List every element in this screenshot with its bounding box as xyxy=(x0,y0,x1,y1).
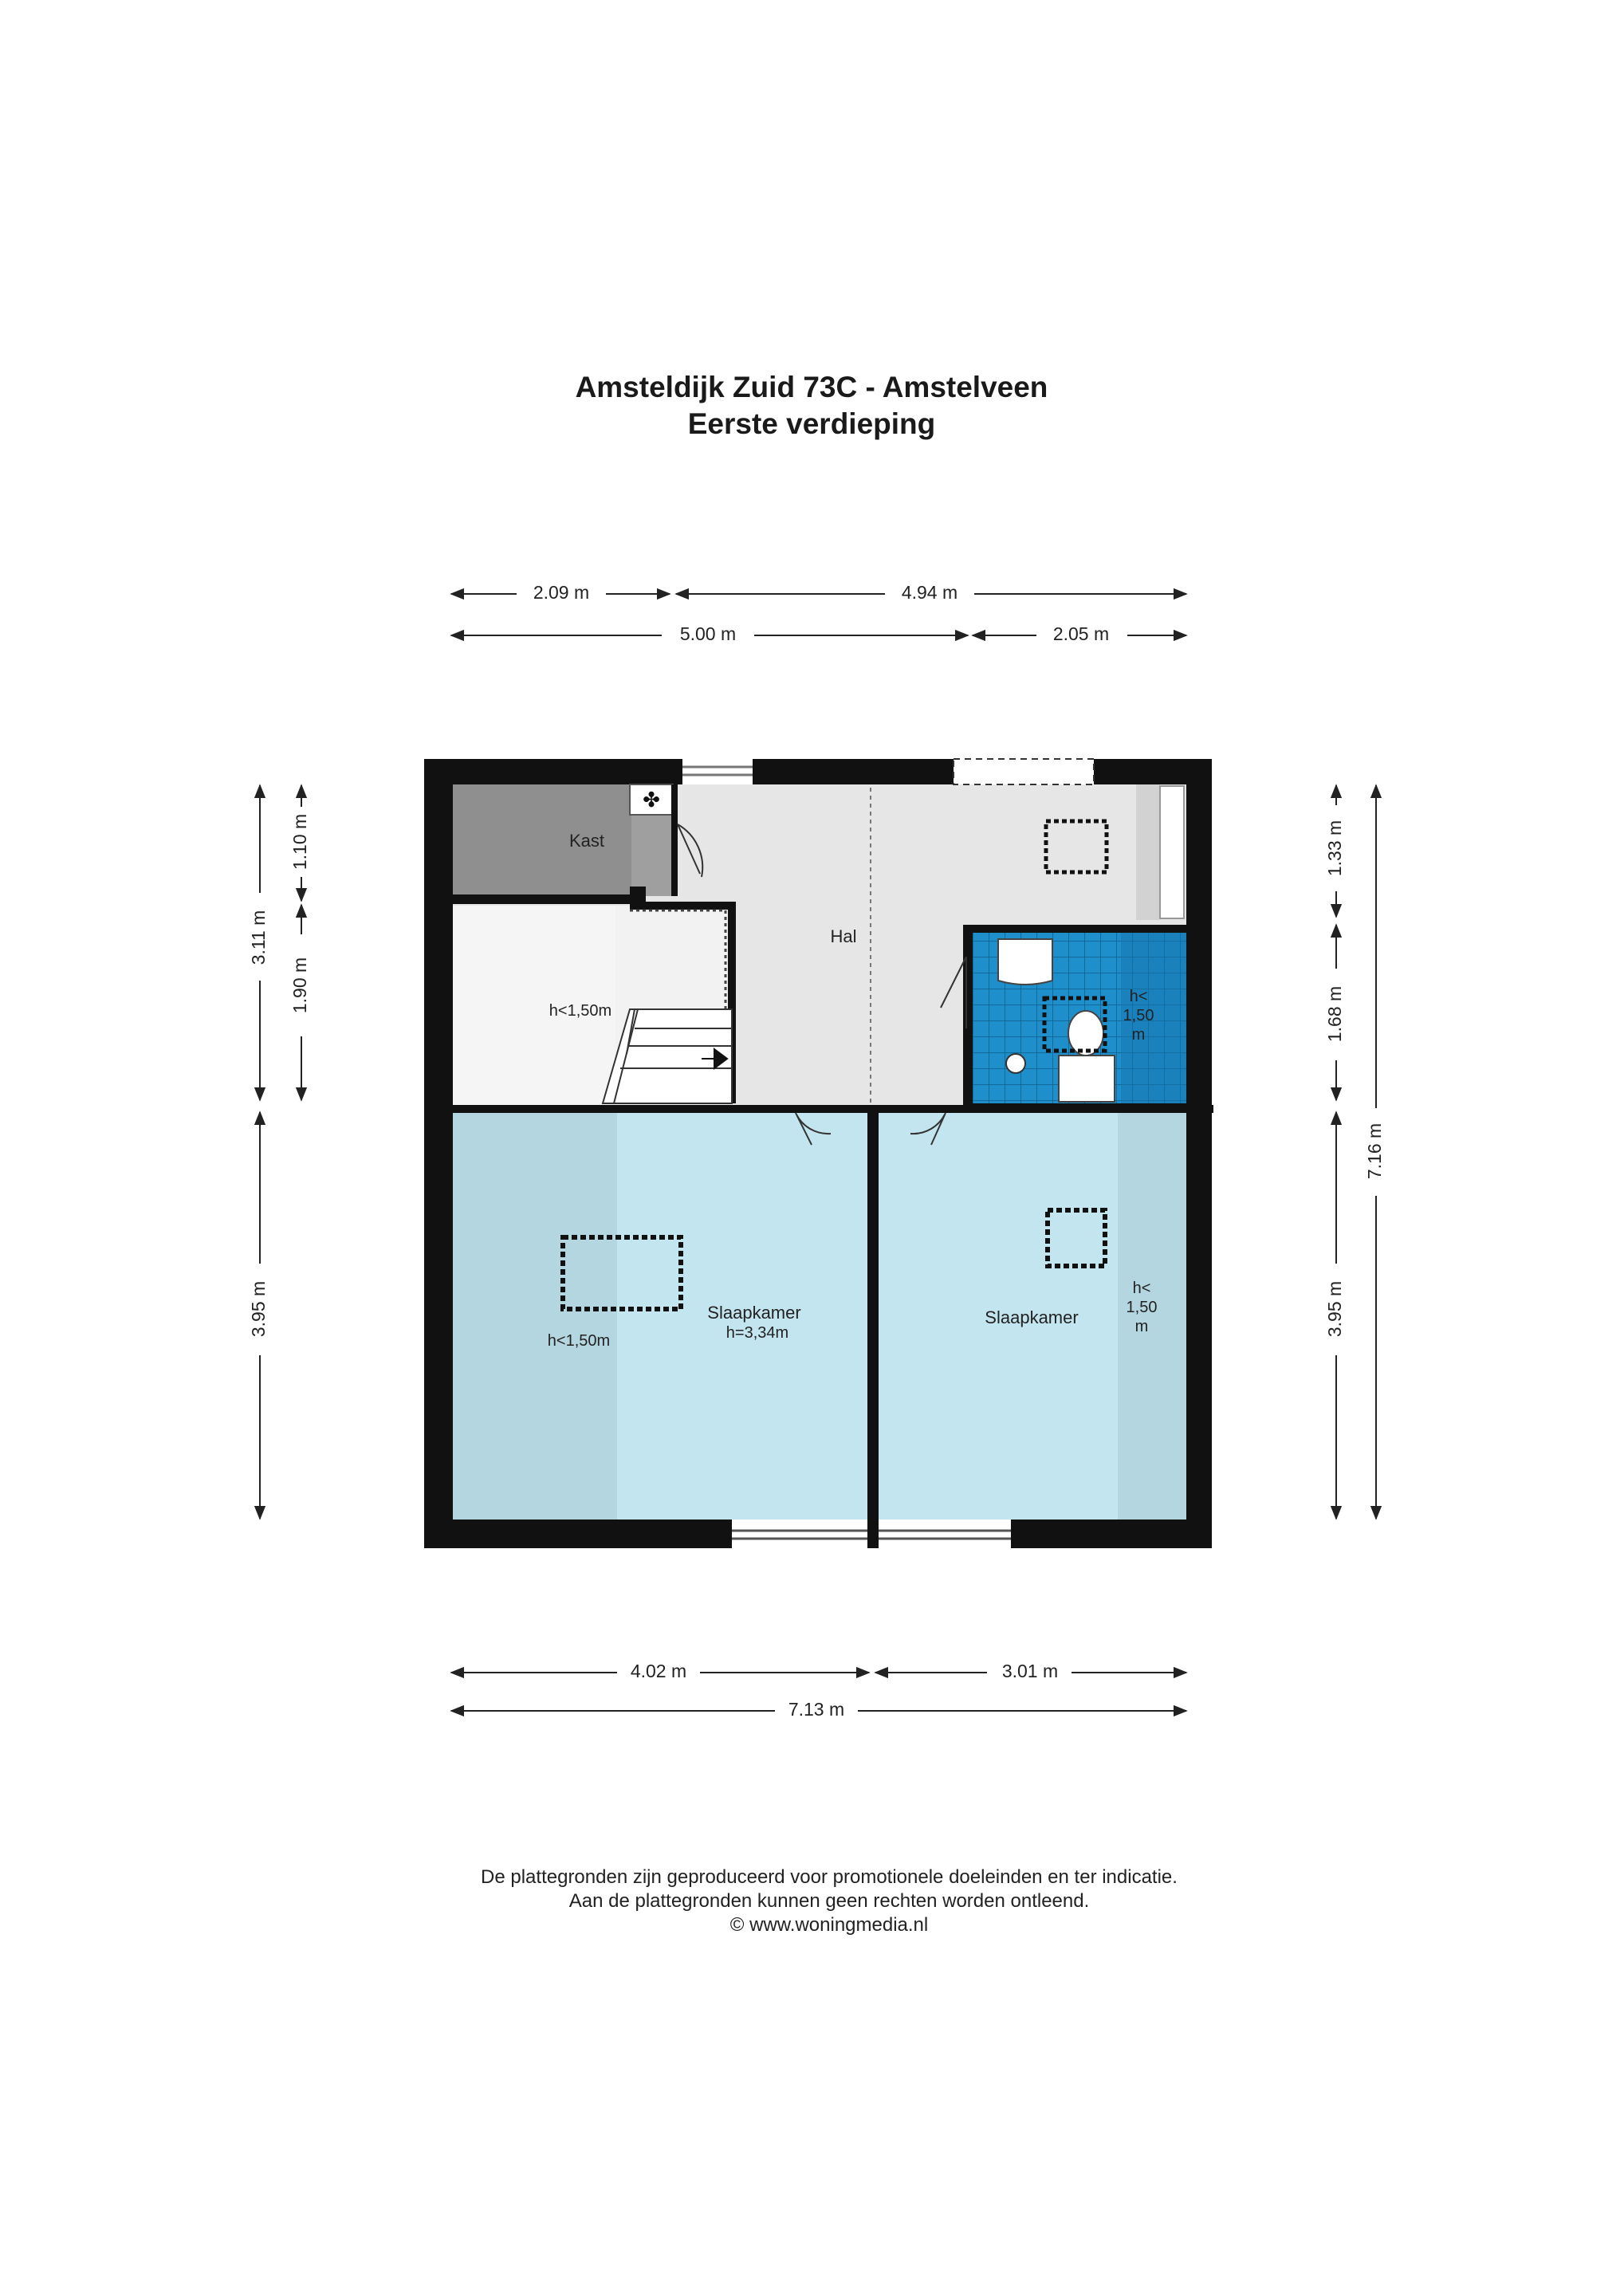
bedroom-left-height-label: h=3,34m xyxy=(725,1324,789,1342)
window-top-left xyxy=(682,759,753,784)
room-label-hal: Hal xyxy=(830,926,857,946)
right-dimensions xyxy=(1324,785,1385,1519)
bottom-dimensions xyxy=(451,1661,1186,1720)
footer-disclaimer-2: Aan de plattegronden kunnen geen rechten worden ontleend. xyxy=(568,1890,1090,1912)
dim-top-4-94: 4.94 m xyxy=(901,582,958,603)
dim-right-7-16: 7.16 m xyxy=(1364,1122,1386,1180)
closet-unit xyxy=(1160,786,1184,918)
bedroom-left-low-label: h<1,50m xyxy=(547,1332,611,1350)
left-dimensions xyxy=(248,785,310,1519)
dim-right-1-68: 1.68 m xyxy=(1324,985,1346,1043)
sink-icon xyxy=(998,939,1052,985)
bath-height-label-2: 1,50 xyxy=(1123,1007,1154,1024)
bedroom-right-low-zone xyxy=(1118,1113,1186,1520)
dim-bottom-3-01: 3.01 m xyxy=(1001,1661,1059,1682)
dim-top-5-00: 5.00 m xyxy=(679,623,737,645)
dim-right-1-33: 1.33 m xyxy=(1324,820,1346,877)
toilet-tank xyxy=(1059,1056,1115,1102)
bedroom-right-low-label-1: h< xyxy=(1132,1280,1151,1297)
room-label-kast: Kast xyxy=(568,831,605,851)
plan-title: Amsteldijk Zuid 73C - Amstelveen xyxy=(575,371,1048,403)
dim-left-1-10: 1.10 m xyxy=(289,813,311,871)
footer-copyright: © www.woningmedia.nl xyxy=(729,1914,929,1936)
floor-plan-building xyxy=(424,759,1213,1548)
shower-drain-icon xyxy=(1006,1054,1025,1073)
bedroom-left-low-zone xyxy=(453,1113,617,1520)
dim-top-2-09: 2.09 m xyxy=(533,582,590,603)
bedroom-right-low-label-3: m xyxy=(1134,1318,1149,1335)
bath-height-label-1: h< xyxy=(1129,988,1148,1005)
dim-left-3-95: 3.95 m xyxy=(248,1280,269,1338)
dim-bottom-4-02: 4.02 m xyxy=(630,1661,687,1682)
room-label-slaapkamer-left: Slaapkamer xyxy=(707,1303,801,1323)
window-top-right xyxy=(954,759,1094,784)
bedroom-right-low-label-2: 1,50 xyxy=(1126,1299,1158,1316)
top-dimensions xyxy=(451,582,1186,644)
bath-height-label-3: m xyxy=(1131,1026,1146,1044)
room-label-slaapkamer-right: Slaapkamer xyxy=(985,1307,1079,1327)
dim-bottom-7-13: 7.13 m xyxy=(788,1699,845,1720)
dim-left-1-90: 1.90 m xyxy=(289,957,311,1014)
footer-disclaimer-1: De plattegronden zijn geproduceerd voor promotionele doeleinden en ter indicatie. xyxy=(481,1866,1178,1888)
dim-top-2-05: 2.05 m xyxy=(1052,623,1110,645)
hall-low-zone xyxy=(1136,784,1160,920)
dim-left-3-11: 3.11 m xyxy=(248,910,269,965)
plan-subtitle: Eerste verdieping xyxy=(687,407,936,440)
tap-icon: ✤ xyxy=(643,788,660,812)
dim-right-3-95: 3.95 m xyxy=(1324,1280,1346,1338)
stair-height-label: h<1,50m xyxy=(549,1002,612,1020)
